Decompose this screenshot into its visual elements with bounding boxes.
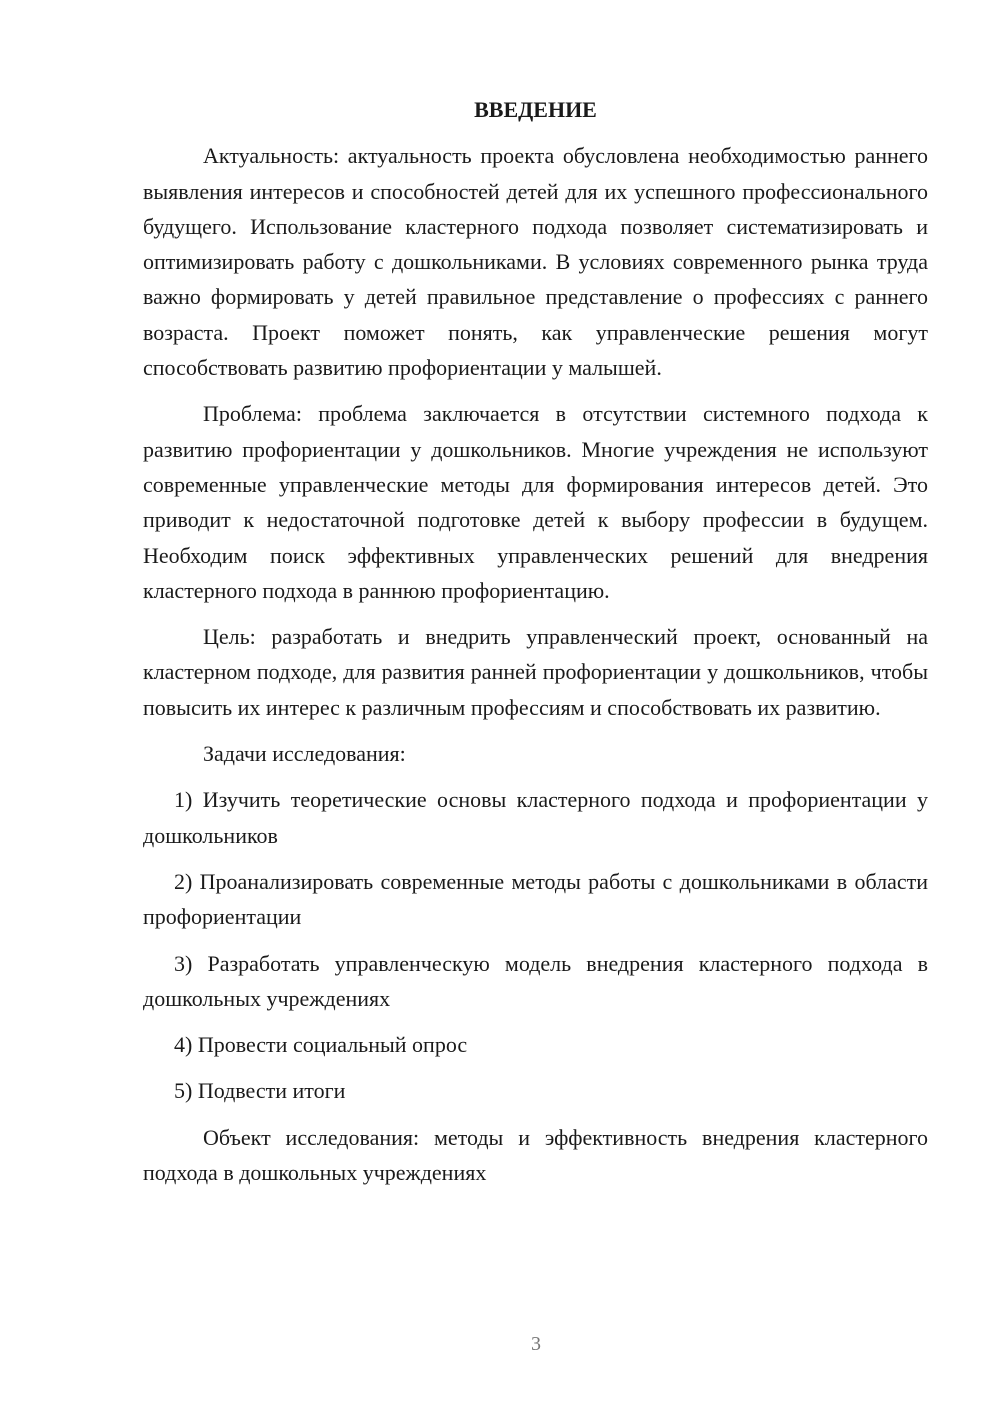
section-title: ВВЕДЕНИЕ [474, 97, 597, 122]
paragraph-relevance: Актуальность: актуальность проекта обусловлена необходимостью раннего выявления интересов и способностей детей для их успешного профессионального будущего. Использование кластерного подхода позволяет систематизировать и оптимизировать работу с дошкольниками. В условиях современного рынка труда важно формировать у детей правильное представление о профессиях с раннего возраста. Проект поможет понять, как управленческие решения могут способствовать развитию профориентации у малышей. [143, 143, 928, 381]
paragraph-problem: Проблема: проблема заключается в отсутствии системного подхода к развитию профориентации у дошкольников. Многие учреждения не используют современные управленческие методы для формирования интересов детей. Это приводит к недостаточной подготовке детей к выбору профессии в будущем. Необходим поиск эффективных управленческих решений для внедрения кластерного подхода в раннюю профориентацию. [143, 401, 928, 603]
task-item-2: 2) Проанализировать современные методы работы с дошкольниками в области профориентации [143, 868, 928, 930]
document-page [143, 92, 928, 1201]
page-number: 3 [531, 1333, 541, 1355]
tasks-heading: Задачи исследования: [203, 741, 406, 767]
task-item-1: 1) Изучить теоретические основы кластерного подхода и профориентации у дошкольников [143, 787, 928, 848]
task-item-3: 3) Разработать управленческую модель внедрения кластерного подхода в дошкольных учреждениях [143, 950, 928, 1011]
task-item-4: 4) Провести социальный опрос [174, 1032, 468, 1058]
task-item-5: 5) Подвести итоги [174, 1078, 346, 1104]
paragraph-object: Объект исследования: методы и эффективность внедрения кластерного подхода в дошкольных учреждениях [143, 1124, 928, 1186]
paragraph-goal: Цель: разработать и внедрить управленческий проект, основанный на кластерном подходе, для развития ранней профориентации у дошкольников, чтобы повысить их интерес к различным профессиям и способствовать их развитию. [143, 624, 928, 720]
